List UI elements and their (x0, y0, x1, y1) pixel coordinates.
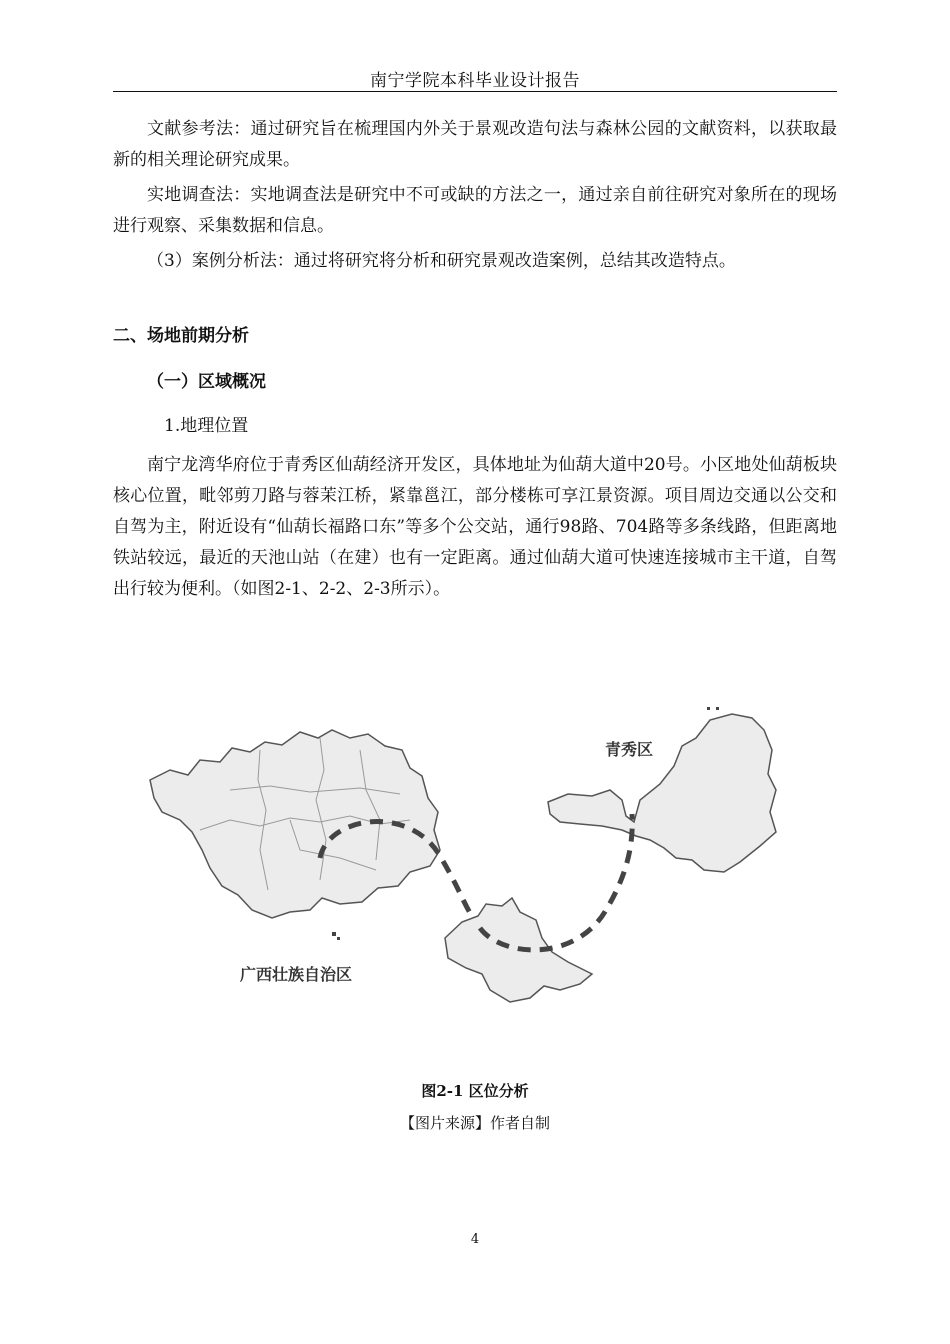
section-heading: 二、场地前期分析 (113, 326, 249, 346)
page-number: 4 (470, 1232, 480, 1247)
location-analysis-map (140, 690, 810, 1020)
paragraph-case-study-method: （3）案例分析法：通过将研究将分析和研究景观改造案例，总结其改造特点。 (147, 251, 736, 271)
item-heading: 1.地理位置 (164, 416, 249, 436)
header-rule (113, 91, 837, 92)
qingxiu-label: 青秀区 (605, 740, 654, 759)
guangxi-label: 广西壮族自治区 (240, 965, 353, 984)
subsection-heading: （一）区域概况 (147, 372, 266, 392)
figure-caption: 图2-1 区位分析 (421, 1082, 529, 1100)
figure-source: 【图片来源】作者自制 (399, 1114, 550, 1132)
paragraph-field-survey-method: 实地调查法：实地调查法是研究中不可或缺的方法之一，通过亲自前往研究对象所在的现场进行观察、采集数据和信息。 (113, 185, 837, 236)
qingxiu-district-shape (548, 714, 776, 872)
paragraph-location: 南宁龙湾华府位于青秀区仙葫经济开发区，具体地址为仙葫大道中20号。小区地处仙葫板块核心位置，毗邻剪刀路与蓉茉江桥，紧靠邕江，部分楼栋可享江景资源。项目周边交通以公交和自驾为主，附近设有“仙葫长福路口东”等多个公交站，通行98路、704路等多条线路，但距离地铁站较远，最近的天池山站（在建）也有一定距离。通过仙葫大道可快速连接城市主干道，自驾出行较为便利。（如图2-1、2-2、2-3所示）。 (113, 455, 837, 599)
running-header: 南宁学院本科毕业设计报告 (370, 71, 580, 91)
paragraph-literature-method: 文献参考法：通过研究旨在梳理国内外关于景观改造句法与森林公园的文献资料，以获取最新的相关理论研究成果。 (113, 119, 837, 170)
